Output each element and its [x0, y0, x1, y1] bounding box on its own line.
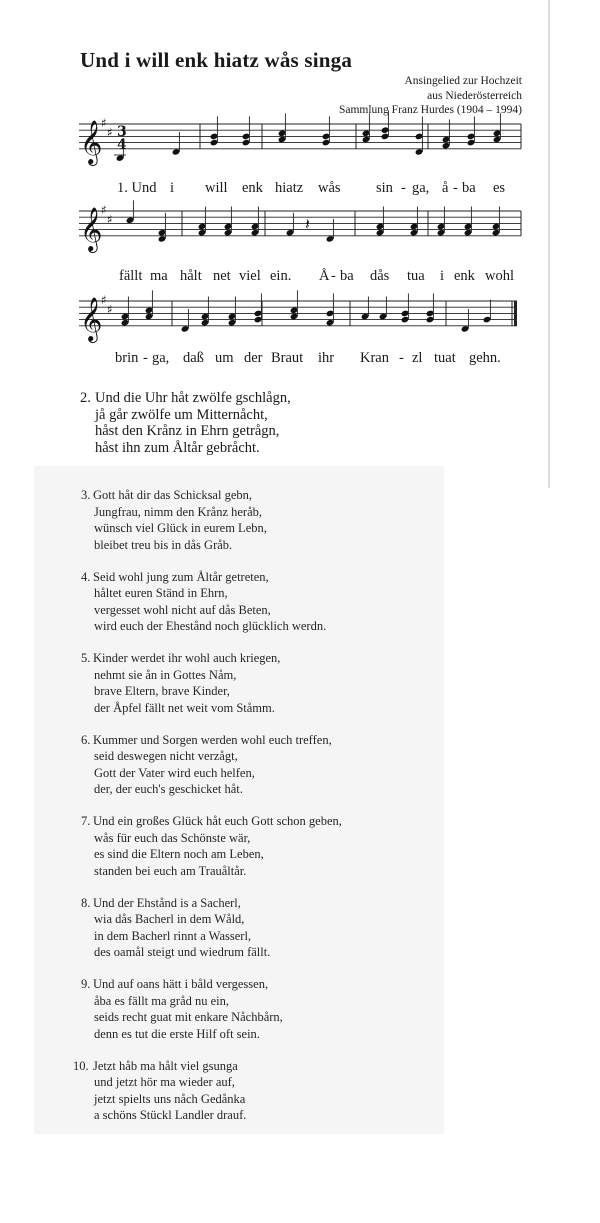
lyric-syllable: i	[440, 268, 445, 284]
song-title: Und i will enk hiatz wås singa	[80, 48, 353, 72]
lyric-syllable: tuat	[434, 350, 456, 366]
verse-line: a schöns Stückl Landler drauf.	[94, 1108, 247, 1123]
sharp-icon: ♯	[101, 293, 107, 307]
verse-line: seid deswegen nicht verzågt,	[94, 749, 238, 764]
verse-line: der, der euch's geschicket håt.	[94, 782, 243, 797]
verse-line: Und ein großes Glück håt euch Gott schon geben,	[93, 814, 342, 828]
verse-line: jetzt spielts uns nåch Gedånka	[94, 1091, 246, 1106]
verse-line: nehmt sie ån in Gottes Nåm,	[94, 667, 237, 682]
source-line: Sammlung Franz Hurdes (1904 – 1994)	[338, 104, 522, 116]
verse-line: denn es tut die erste Hilf oft sein.	[94, 1026, 260, 1041]
lyric-syllable: zl	[412, 350, 423, 366]
lyric-syllable: i	[170, 180, 175, 196]
lyric-syllable: brin	[115, 350, 139, 366]
lyric-syllable: tua	[407, 268, 425, 284]
verse-number: 7.	[81, 814, 91, 828]
lyric-syllable: gehn.	[469, 350, 501, 366]
verse-block	[81, 651, 280, 717]
verse-block	[81, 488, 267, 554]
lyric-syllable: ma	[150, 268, 168, 284]
lyric-syllable: ein.	[270, 268, 292, 284]
lyric-syllable: enk	[454, 268, 475, 284]
verse-number: 4.	[81, 569, 91, 584]
verse-block	[81, 570, 326, 636]
verse-line: Gott der Vater wird euch helfen,	[94, 765, 255, 780]
source-line: Ansingelied zur Hochzeit	[404, 75, 522, 87]
verse-line: wünsch viel Glück in eurem Lebn,	[94, 521, 267, 536]
sharp-icon: ♯	[107, 212, 113, 227]
lyric-syllable: ba	[462, 180, 476, 196]
lyric-syllable: dås	[370, 268, 390, 284]
verse-line: Und auf oans hätt i båld vergessen,	[93, 977, 269, 991]
verse-line: des oamål steigt und wiedrum fällt.	[94, 945, 271, 960]
lyric-syllable: 1. Und	[117, 180, 157, 196]
verse-line: håst ihn zum Åltår gebråcht.	[95, 439, 260, 456]
verse-line: brave Eltern, brave Kinder,	[94, 684, 230, 699]
lyric-syllable: viel	[239, 268, 261, 284]
verse-number: 6.	[81, 732, 91, 747]
verse-line: vergesset wohl nicht auf dås Beten,	[94, 602, 271, 617]
time-signature-top: 3	[117, 123, 127, 140]
verse-line: Seid wohl jung zum Åltår getreten,	[93, 569, 269, 584]
verse-line: håst den Krånz in Ehrn getrågn,	[95, 423, 280, 440]
treble-clef-icon: 𝄞	[80, 296, 103, 341]
lyric-syllable: Å	[319, 268, 330, 284]
sharp-icon: ♯	[107, 302, 113, 317]
lyric-syllable: -	[401, 180, 406, 196]
lyric-syllable: der	[244, 350, 263, 366]
lyric-syllable: ga,	[152, 350, 170, 366]
verse-number: 8.	[81, 895, 91, 910]
verse-block	[81, 814, 342, 880]
verse-block	[81, 733, 332, 799]
verse-block	[73, 1058, 247, 1125]
verse-line: Kummer und Sorgen werden wohl euch treffen,	[93, 732, 332, 747]
lyric-syllable: hålt	[180, 268, 202, 284]
lyric-syllable: -	[331, 268, 336, 284]
lyric-syllable: um	[215, 350, 234, 366]
verse-line: Gott håt dir das Schicksal gebn,	[93, 488, 252, 502]
lyric-syllable: -	[143, 350, 148, 366]
sharp-icon: ♯	[101, 203, 107, 217]
verse-number: 2.	[80, 390, 91, 406]
lyric-syllable: sin	[376, 180, 393, 196]
treble-clef-icon: 𝄞	[80, 119, 103, 164]
lyric-syllable: enk	[242, 180, 263, 196]
lyric-syllable: will	[205, 180, 228, 196]
verse-line: håltet euren Ständ in Ehrn,	[94, 586, 228, 601]
verse-line: wås für euch das Schönste wär,	[94, 830, 251, 845]
lyric-syllable: -	[399, 350, 404, 366]
lyric-syllable: es	[493, 180, 506, 196]
verse-number: 5.	[81, 651, 91, 665]
lyric-syllable: wås	[318, 180, 341, 196]
final-barline	[514, 301, 517, 326]
verse-block	[81, 896, 270, 962]
lyric-syllable: -	[453, 180, 458, 196]
lyric-syllable: wohl	[485, 268, 514, 284]
verse-line: es sind die Eltern noch am Leben,	[94, 847, 264, 862]
verse-line: und jetzt hör ma wieder auf,	[94, 1075, 235, 1090]
verse-number: 9.	[81, 977, 91, 991]
verse-line: wird euch der Ehestånd noch glücklich werdn.	[94, 619, 327, 634]
verse-block	[80, 390, 291, 456]
verse-line: standen bei euch am Trauåltår.	[94, 863, 247, 878]
verse-line: Und der Ehstånd is a Sacherl,	[93, 895, 241, 910]
verse-line: bleibet treu bis in dås Gråb.	[94, 537, 233, 552]
verse-line: åba es fällt ma gråd nu ein,	[94, 993, 230, 1008]
verse-line: wia dås Bacherl in dem Wåld,	[94, 912, 245, 927]
verse-block	[81, 977, 283, 1043]
verse-line: jå går zwölfe um Mitternåcht,	[95, 406, 268, 423]
verse-line: Jungfrau, nimm den Krånz heråb,	[94, 504, 262, 519]
lyric-syllable: fällt	[119, 268, 143, 284]
verse-line: Jetzt håb ma hålt viel gsunga	[93, 1058, 238, 1073]
verse-number: 3.	[81, 488, 91, 502]
lyric-syllable: Kran	[360, 350, 389, 366]
sharp-icon: ♯	[101, 116, 107, 130]
verse-line: Und die Uhr håt zwölfe gschlågn,	[95, 390, 291, 406]
lyric-syllable: å	[442, 180, 449, 196]
lyric-syllable: daß	[183, 350, 204, 366]
verse-line: seids recht guat mit enkare Nåchbårn,	[94, 1010, 283, 1025]
treble-clef-icon: 𝄞	[80, 206, 103, 251]
lyric-syllable: net	[213, 268, 231, 284]
verse-line: in dem Bacherl rinnt a Wasserl,	[94, 928, 252, 943]
lyric-syllable: ba	[340, 268, 354, 284]
verse-number: 10.	[73, 1058, 89, 1073]
lyric-syllable: hiatz	[275, 180, 304, 196]
lyric-syllable: Braut	[271, 350, 304, 366]
lyric-syllable: ga,	[412, 180, 430, 196]
verse-line: Kinder werdet ihr wohl auch kriegen,	[93, 651, 281, 665]
sharp-icon: ♯	[107, 125, 113, 140]
verse-line: der Åpfel fällt net weit vom Ståmm.	[94, 700, 275, 715]
lyric-syllable: ihr	[318, 350, 335, 366]
time-signature-bottom: 4	[117, 136, 127, 153]
source-line: aus Niederösterreich	[427, 89, 522, 102]
quarter-rest-icon: 𝄽	[305, 214, 310, 234]
